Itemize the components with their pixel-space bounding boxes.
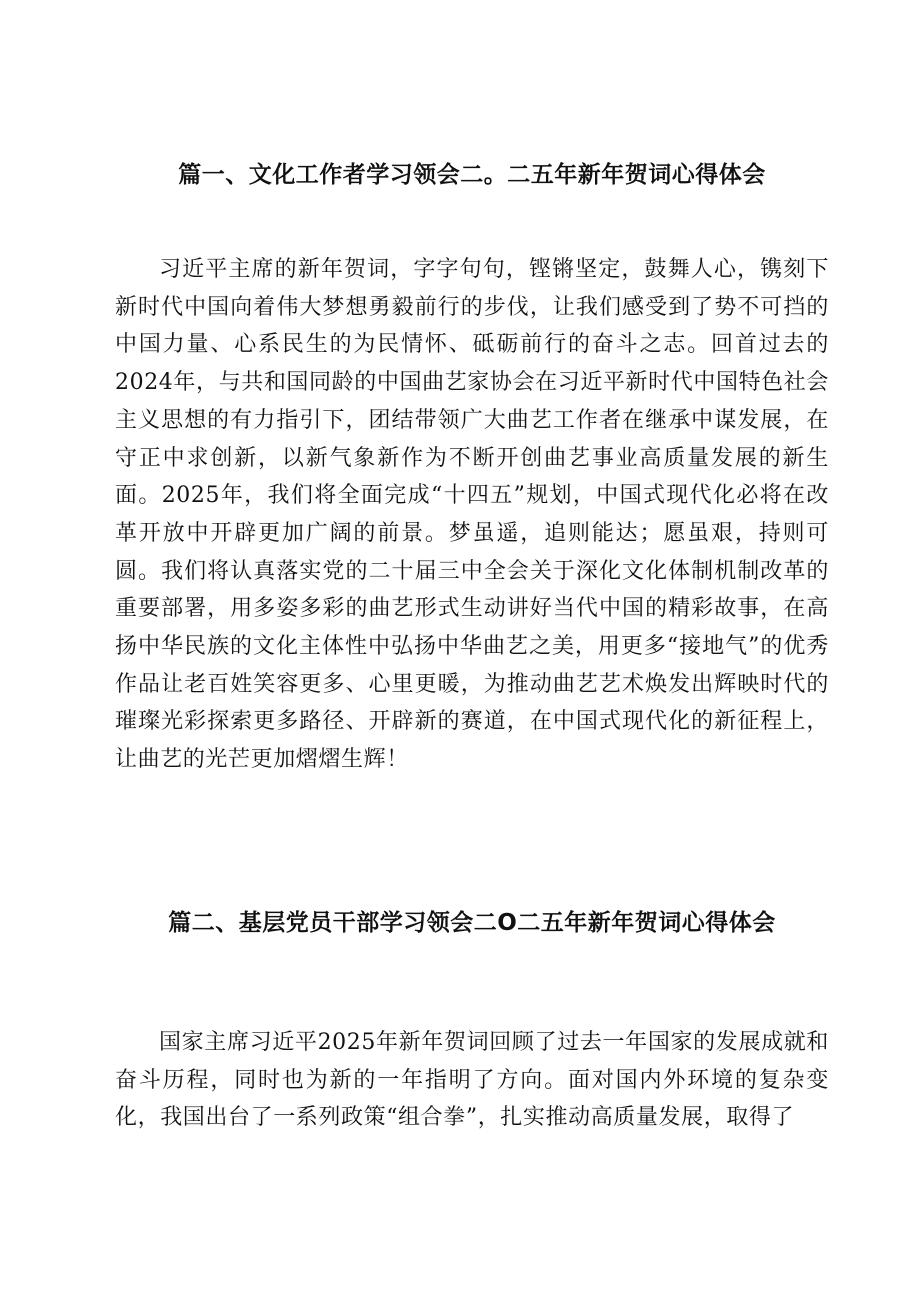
section-1-title: 篇一、文化工作者学习领会二。二五年新年贺词心得体会 [178,162,766,188]
section-2-body: 国家主席习近平2025年新年贺词回顾了过去一年国家的发展成就和奋斗历程，同时也为新的一年指明了方向。面对国内外环境的复杂变化，我国出台了一系列政策“组合拳”，扎实推动高质量发展，取得了 [115,1030,829,1131]
section-2-title: 篇二、基层党员干部学习领会二O二五年新年贺词心得体会 [168,910,776,936]
section-1-body: 习近平主席的新年贺词，字字句句，铿锵坚定，鼓舞人心，镌刻下新时代中国向着伟大梦想勇毅前行的步伐，让我们感受到了势不可挡的中国力量、心系民生的为民情怀、砥砺前行的奋斗之志。回首过去的2024年，与共和国同龄的中国曲艺家协会在习近平新时代中国特色社会主义思想的有力指引下，团结带领广大曲艺工作者在继承中谋发展，在守正中求创新，以新气象新作为不断开创曲艺事业高质量发展的新生面。2025年，我们将全面完成“十四五”规划，中国式现代化必将在改革开放中开辟更加广阔的前景。梦虽遥，追则能达；愿虽艰，持则可圆。我们将认真落实党的二十届三中全会关于深化文化体制机制改革的重要部署，用多姿多彩的曲艺形式生动讲好当代中国的精彩故事，在高扬中华民族的文化主体性中弘扬中华曲艺之美，用更多“接地气”的优秀作品让老百姓笑容更多、心里更暖，为推动曲艺艺术焕发出辉映时代的璀璨光彩探索更多路径、开辟新的赛道，在中国式现代化的新征程上，让曲艺的光芒更加熠熠生辉！ [115,257,829,773]
